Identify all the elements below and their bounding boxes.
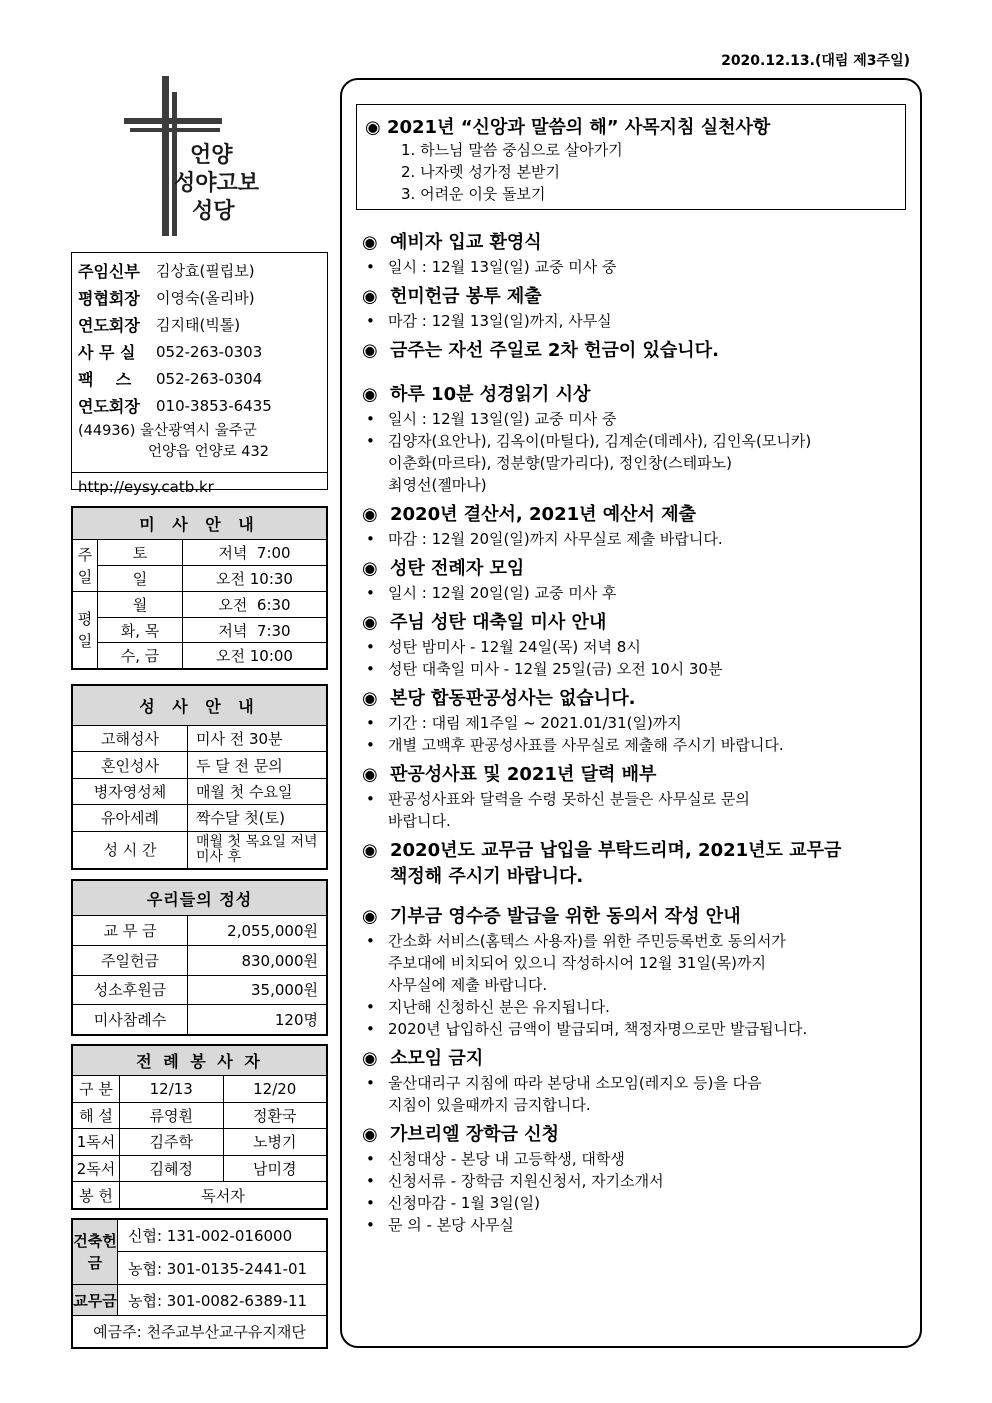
server-role: 봉 헌 bbox=[73, 1182, 120, 1209]
news-title: ◉ 가브리엘 장학금 신청 bbox=[362, 1122, 922, 1148]
news-bullet: • 김양자(요안나), 김옥이(마틸다), 김계순(데레사), 김인옥(모니카) bbox=[366, 432, 812, 450]
cross-bar bbox=[124, 118, 222, 124]
offering-name: 주일헌금 bbox=[73, 945, 188, 975]
news-text: 최영선(젤마나) bbox=[388, 476, 487, 494]
info-label: 팩 스 bbox=[78, 370, 132, 389]
news-text: 이춘화(마르타), 정분향(말가리다), 정인창(스테파노) bbox=[388, 454, 732, 472]
sacrament-value: 매월 첫 수요일 bbox=[188, 778, 327, 804]
server-role: 1독서 bbox=[73, 1129, 120, 1156]
news-title: ◉ 헌미헌금 봉투 제출 bbox=[362, 284, 922, 310]
mass-schedule-box bbox=[71, 506, 328, 670]
mass-day: 수, 금 bbox=[98, 643, 183, 669]
pastoral-guideline-box bbox=[356, 104, 906, 210]
news-bullet: • 성탄 대축일 미사 - 12월 25일(금) 오전 10시 30분 bbox=[366, 660, 723, 678]
news-bullet: • 신청대상 - 본당 내 고등학생, 대학생 bbox=[366, 1150, 625, 1168]
website-link[interactable]: http://eysy.catb.kr bbox=[72, 472, 327, 496]
news-title: ◉ 주님 성탄 대축일 미사 안내 bbox=[362, 610, 922, 636]
server-name: 김주학 bbox=[120, 1129, 224, 1156]
bullet-icon: ◉ bbox=[362, 286, 378, 307]
news-title: ◉ 본당 합동판공성사는 없습니다. bbox=[362, 686, 922, 712]
cross-icon bbox=[162, 76, 169, 236]
church-name-line3: 성당 bbox=[192, 199, 235, 224]
offering-title: 우리들의 정성 bbox=[73, 881, 327, 916]
offering-value: 35,000원 bbox=[188, 975, 327, 1005]
pastoral-title: ◉ 2021년 “신앙과 말씀의 해” 사목지침 실천사항 bbox=[365, 117, 771, 138]
server-role: 2독서 bbox=[73, 1155, 120, 1182]
sacrament-name: 성 시 간 bbox=[73, 831, 188, 868]
pastoral-item: 1. 하느님 말씀 중심으로 살아가기 bbox=[401, 141, 623, 159]
news-title: ◉ 성탄 전례자 모임 bbox=[362, 556, 922, 582]
sacrament-name: 혼인성사 bbox=[73, 752, 188, 778]
mass-time: 오전 10:30 bbox=[183, 566, 327, 592]
bullet-icon: ◉ bbox=[362, 764, 378, 785]
news-text: 지침이 있을때까지 금지합니다. bbox=[388, 1096, 591, 1114]
server-name: 정환국 bbox=[223, 1102, 327, 1129]
news-text: 바랍니다. bbox=[388, 812, 451, 830]
news-bullet: • 개별 고백후 판공성사표를 사무실로 제출해 주시기 바랍니다. bbox=[366, 736, 784, 754]
news-item bbox=[362, 838, 922, 890]
news-bullet: • 일시 : 12월 20일(일) 교중 미사 후 bbox=[366, 584, 617, 602]
news-text: 사무실에 제출 바랍니다. bbox=[388, 976, 548, 994]
bullet-icon: ◉ bbox=[362, 906, 378, 927]
news-title: ◉ 기부금 영수증 발급을 위한 동의서 작성 안내 bbox=[362, 904, 922, 930]
info-value: 이영숙(올리바) bbox=[156, 289, 255, 307]
church-name-line1: 언양 bbox=[190, 143, 233, 168]
news-item bbox=[362, 284, 922, 332]
news-bullet: • 기간 : 대림 제1주일 ~ 2021.01/31(일)까지 bbox=[366, 714, 682, 732]
mass-time: 오전 6:30 bbox=[183, 592, 327, 618]
sacrament-box bbox=[71, 684, 328, 870]
bullet-icon: ◉ bbox=[362, 504, 378, 525]
bullet-icon: ◉ bbox=[362, 340, 378, 361]
info-row bbox=[78, 311, 321, 338]
news-item bbox=[362, 686, 922, 756]
info-row bbox=[78, 338, 321, 365]
news-item bbox=[362, 382, 922, 496]
sunday-label: 주일 bbox=[73, 540, 98, 592]
pastoral-item: 2. 나자렛 성가정 본받기 bbox=[401, 163, 561, 181]
info-label: 사 무 실 bbox=[78, 343, 136, 362]
church-logo bbox=[124, 76, 274, 236]
sacrament-value: 미사 전 30분 bbox=[188, 726, 327, 752]
info-value: 052-263-0303 bbox=[156, 342, 263, 361]
news-bullet: • 2020년 납입하신 금액이 발급되며, 책정자명으로만 발급됩니다. bbox=[366, 1020, 808, 1038]
news-bullet: • 간소화 서비스(홈텍스 사용자)를 위한 주민등록번호 동의서가 bbox=[366, 932, 786, 950]
news-item bbox=[362, 230, 922, 278]
info-value: 김상효(필립보) bbox=[156, 262, 255, 280]
info-label: 연도회장 bbox=[78, 397, 140, 416]
news-bullet: • 성탄 밤미사 - 12월 24일(목) 저녁 8시 bbox=[366, 638, 641, 656]
info-row bbox=[78, 365, 321, 392]
weekday-label: 평일 bbox=[73, 592, 98, 669]
news-title: ◉ 소모임 금지 bbox=[362, 1046, 922, 1072]
server-name: 노병기 bbox=[223, 1129, 327, 1156]
kyomu-label: 교무금 bbox=[73, 1284, 118, 1316]
servers-title: 전 례 봉 사 자 bbox=[73, 1046, 327, 1076]
news-title: ◉ 금주는 자선 주일로 2차 헌금이 있습니다. bbox=[362, 338, 922, 364]
offering-box bbox=[71, 879, 328, 1036]
sacrament-name: 병자영성체 bbox=[73, 778, 188, 804]
servers-date: 12/13 bbox=[120, 1076, 224, 1103]
offering-value: 2,055,000원 bbox=[188, 916, 327, 946]
cross-bar-shadow bbox=[130, 128, 220, 132]
info-row bbox=[78, 392, 321, 419]
account-number: 농협: 301-0082-6389-11 bbox=[118, 1284, 327, 1316]
mass-schedule-title: 미 사 안 내 bbox=[73, 508, 327, 540]
news-bullet: • 신청마감 - 1월 3일(일) bbox=[366, 1194, 540, 1212]
server-name: 류영훤 bbox=[120, 1102, 224, 1129]
news-item bbox=[362, 338, 922, 364]
address bbox=[78, 421, 321, 463]
bullet-icon: ◉ bbox=[362, 558, 378, 579]
server-role: 해 설 bbox=[73, 1102, 120, 1129]
account-number: 농협: 301-0135-2441-01 bbox=[118, 1252, 327, 1284]
news-title: ◉ 판공성사표 및 2021년 달력 배부 bbox=[362, 762, 922, 788]
sacrament-value: 짝수달 첫(토) bbox=[188, 805, 327, 831]
news-item bbox=[362, 610, 922, 680]
sacrament-name: 고해성사 bbox=[73, 726, 188, 752]
news-item bbox=[362, 556, 922, 604]
news-bullet: • 일시 : 12월 13일(일) 교중 미사 중 bbox=[366, 258, 617, 276]
pastoral-item: 3. 어려운 이웃 돌보기 bbox=[401, 185, 546, 203]
mass-time: 저녁 7:30 bbox=[183, 617, 327, 643]
news-bullet: • 판공성사표와 달력을 수령 못하신 분들은 사무실로 문의 bbox=[366, 790, 750, 808]
offering-name: 미사참례수 bbox=[73, 1005, 188, 1035]
news-item bbox=[362, 904, 922, 1040]
offering-name: 성소후원금 bbox=[73, 975, 188, 1005]
info-label: 평협회장 bbox=[78, 289, 140, 308]
address-line2: 언양읍 언양로 432 bbox=[148, 444, 269, 460]
news-bullet: • 마감 : 12월 13일(일)까지, 사무실 bbox=[366, 312, 612, 330]
news-item bbox=[362, 1046, 922, 1116]
sacrament-title: 성 사 안 내 bbox=[73, 686, 327, 726]
sacrament-value: 두 달 전 문의 bbox=[188, 752, 327, 778]
sacrament-name: 유아세례 bbox=[73, 805, 188, 831]
bullet-icon: ◉ bbox=[362, 232, 378, 253]
mass-day: 일 bbox=[98, 566, 183, 592]
mass-time: 오전 10:00 bbox=[183, 643, 327, 669]
bullet-icon: ◉ bbox=[362, 1048, 378, 1069]
news-title: ◉ 2020년도 교무금 납입을 부탁드리며, 2021년도 교무금 책정해 주시기 바랍니다. bbox=[362, 838, 922, 890]
servers-box bbox=[71, 1044, 328, 1210]
servers-date: 12/20 bbox=[223, 1076, 327, 1103]
info-label: 주임신부 bbox=[78, 262, 140, 281]
news-bullet: • 지난해 신청하신 분은 유지됩니다. bbox=[366, 998, 610, 1016]
news-title: ◉ 2020년 결산서, 2021년 예산서 제출 bbox=[362, 502, 922, 528]
news-text: 주보대에 비치되어 있으니 작성하시어 12월 31일(목)까지 bbox=[388, 954, 767, 972]
news-bullet: • 마감 : 12월 20일(일)까지 사무실로 제출 바랍니다. bbox=[366, 530, 723, 548]
church-info-box bbox=[71, 252, 328, 496]
offering-name: 교 무 금 bbox=[73, 916, 188, 946]
church-name-line2: 성야고보 bbox=[174, 171, 260, 196]
info-value: 052-263-0304 bbox=[156, 369, 263, 388]
news-list bbox=[362, 230, 922, 1242]
info-value: 010-3853-6435 bbox=[156, 396, 272, 415]
news-bullet: • 문 의 - 본당 사무실 bbox=[366, 1216, 514, 1234]
church-name bbox=[174, 142, 259, 226]
mass-day: 토 bbox=[98, 540, 183, 566]
mass-day: 월 bbox=[98, 592, 183, 618]
info-label: 연도회장 bbox=[78, 316, 140, 335]
info-row bbox=[78, 257, 321, 284]
news-title: ◉ 하루 10분 성경읽기 시상 bbox=[362, 382, 922, 408]
offering-value: 120명 bbox=[188, 1005, 327, 1035]
bullet-icon: ◉ bbox=[362, 1124, 378, 1145]
servers-head-label: 구 분 bbox=[73, 1076, 120, 1103]
bulletin-date: 2020.12.13.(대림 제3주일) bbox=[721, 53, 910, 69]
news-item bbox=[362, 1122, 922, 1236]
news-bullet: • 일시 : 12월 13일(일) 교중 미사 중 bbox=[366, 410, 617, 428]
news-item bbox=[362, 762, 922, 832]
accounts-box bbox=[71, 1218, 328, 1349]
bullet-icon: ◉ bbox=[362, 612, 378, 633]
mass-time: 저녁 7:00 bbox=[183, 540, 327, 566]
info-value: 김지태(빅톨) bbox=[156, 316, 241, 334]
news-title: ◉ 예비자 입교 환영식 bbox=[362, 230, 922, 256]
account-number: 신협: 131-002-016000 bbox=[118, 1220, 327, 1252]
bullet-icon: ◉ bbox=[362, 840, 378, 861]
news-bullet: • 신청서류 - 장학금 지원신청서, 자기소개서 bbox=[366, 1172, 664, 1190]
offering-value: 830,000원 bbox=[188, 945, 327, 975]
news-bullet: • 울산대리구 지침에 따라 본당내 소모임(레지오 등)을 다음 bbox=[366, 1074, 762, 1092]
mass-day: 화, 목 bbox=[98, 617, 183, 643]
sacrament-value: 매월 첫 목요일 저녁미사 후 bbox=[188, 831, 327, 868]
server-name: 김혜정 bbox=[120, 1155, 224, 1182]
news-item bbox=[362, 502, 922, 550]
server-name: 남미경 bbox=[223, 1155, 327, 1182]
bullet-icon: ◉ bbox=[362, 384, 378, 405]
building-fund-label: 건축헌금 bbox=[73, 1220, 118, 1285]
address-line1: (44936) 울산광역시 울주군 bbox=[78, 423, 257, 439]
server-name: 독서자 bbox=[120, 1182, 327, 1209]
account-holder: 예금주: 천주교부산교구유지재단 bbox=[73, 1316, 327, 1348]
bullet-icon: ◉ bbox=[362, 688, 378, 709]
info-row bbox=[78, 284, 321, 311]
